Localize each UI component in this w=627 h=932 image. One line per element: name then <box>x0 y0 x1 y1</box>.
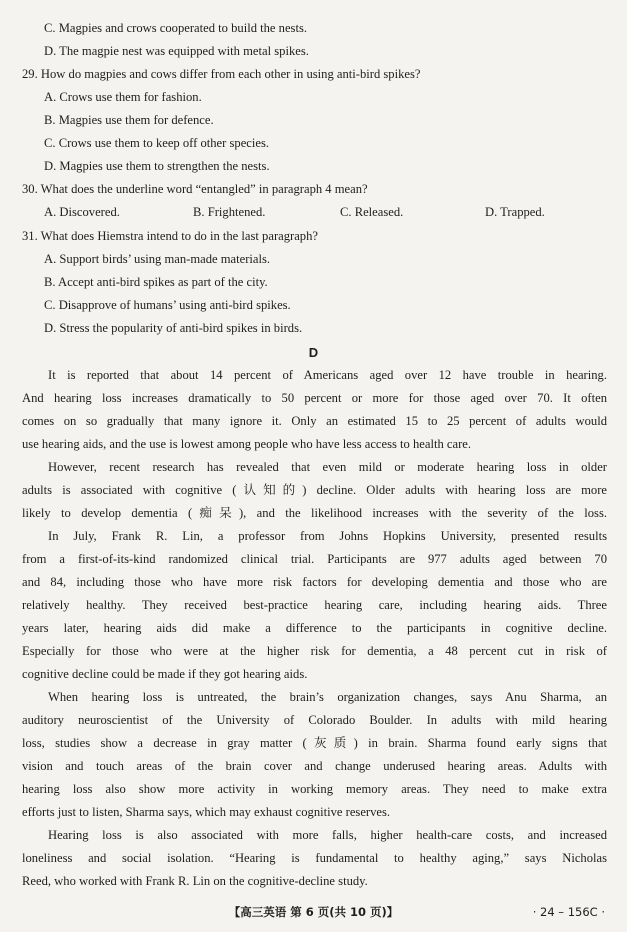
q29-stem: 29. How do magpies and cows differ from each other in using anti-bird spikes? <box>22 67 421 81</box>
passage-line: hearing loss also show more activity in working memory areas. They need to make extra <box>22 782 607 796</box>
passage-line: It is reported that about 14 percent of Americans aged over 12 have trouble in hearing. <box>48 368 607 382</box>
passage-line: likely to develop dementia (痴呆), and the likelihood increases with the severity of the loss. <box>22 506 607 520</box>
q30-stem: 30. What does the underline word “entangled” in paragraph 4 mean? <box>22 182 368 196</box>
q31-option-a: A. Support birds’ using man-made materials. <box>44 252 271 266</box>
passage-line: In July, Frank R. Lin, a professor from Johns Hopkins University, presented results <box>48 529 607 543</box>
q28-option-d: D. The magpie nest was equipped with metal spikes. <box>44 44 309 58</box>
passage-line: and 84, including those who have more risk factors for developing dementia and those who are <box>22 575 607 589</box>
q30-option-c: C. Released. <box>340 205 404 219</box>
passage-heading: D <box>308 345 319 360</box>
page-footer-info: 【高三英语 第 6 页(共 10 页)】 <box>228 905 399 919</box>
q30-option-a: A. Discovered. <box>44 205 120 219</box>
passage-line: use hearing aids, and the use is lowest among people who have less access to health care. <box>22 437 472 451</box>
q31-option-c: C. Disapprove of humans’ using anti-bird spikes. <box>44 298 291 312</box>
q29-option-a: A. Crows use them for fashion. <box>44 90 202 104</box>
passage-line: And hearing loss increases dramatically to 50 percent or more for those aged over 70. It often <box>22 391 607 405</box>
q29-option-c: C. Crows use them to keep off other species. <box>44 136 270 150</box>
q30-option-b: B. Frightened. <box>193 205 266 219</box>
passage-line: Especially for those who were at the higher risk for dementia, a 48 percent cut in risk of <box>22 644 607 658</box>
passage-line: relatively healthy. They received best-practice hearing care, including hearing aids. Three <box>22 598 607 612</box>
passage-line: from a first-of-its-kind randomized clinical trial. Participants are 977 adults aged between 70 <box>22 552 607 566</box>
passage-line: efforts just to listen, Sharma says, which may exhaust cognitive reserves. <box>22 805 391 819</box>
q29-option-b: B. Magpies use them for defence. <box>44 113 214 127</box>
passage-line: adults is associated with cognitive (认知的) decline. Older adults with hearing loss are more <box>22 483 607 497</box>
passage-line: loss, studies show a decrease in gray matter (灰质) in brain. Sharma found early signs that <box>22 736 607 750</box>
passage-line: cognitive decline could be made if they got hearing aids. <box>22 667 308 681</box>
q31-stem: 31. What does Hiemstra intend to do in the last paragraph? <box>22 229 318 243</box>
q31-option-d: D. Stress the popularity of anti-bird spikes in birds. <box>44 321 303 335</box>
passage-line: Reed, who worked with Frank R. Lin on the cognitive-decline study. <box>22 874 368 888</box>
passage-line: When hearing loss is untreated, the brain’s organization changes, says Anu Sharma, an <box>48 690 607 704</box>
passage-line: vision and touch areas of the brain cover and change underused hearing areas. Adults with <box>22 759 607 773</box>
q28-option-c: C. Magpies and crows cooperated to build the nests. <box>44 21 308 35</box>
passage-line: years later, hearing aids did make a difference to the participants in cognitive decline. <box>22 621 607 635</box>
paper-code: · 24 – 156C · <box>532 905 605 919</box>
passage-line: However, recent research has revealed that even mild or moderate hearing loss in older <box>48 460 607 474</box>
passage-line: auditory neuroscientist of the University of Colorado Boulder. In adults with mild hearing <box>22 713 607 727</box>
q31-option-b: B. Accept anti-bird spikes as part of the city. <box>44 275 268 289</box>
passage-line: loneliness and social isolation. “Hearing is fundamental to healthy aging,” says Nicholas <box>22 851 607 865</box>
passage-line: Hearing loss is also associated with more falls, higher health-care costs, and increased <box>48 828 607 842</box>
passage-line: comes on so gradually that many ignore it. Only an estimated 15 to 25 percent of adults would <box>22 414 607 428</box>
q30-option-d: D. Trapped. <box>485 205 545 219</box>
q29-option-d: D. Magpies use them to strengthen the nests. <box>44 159 270 173</box>
